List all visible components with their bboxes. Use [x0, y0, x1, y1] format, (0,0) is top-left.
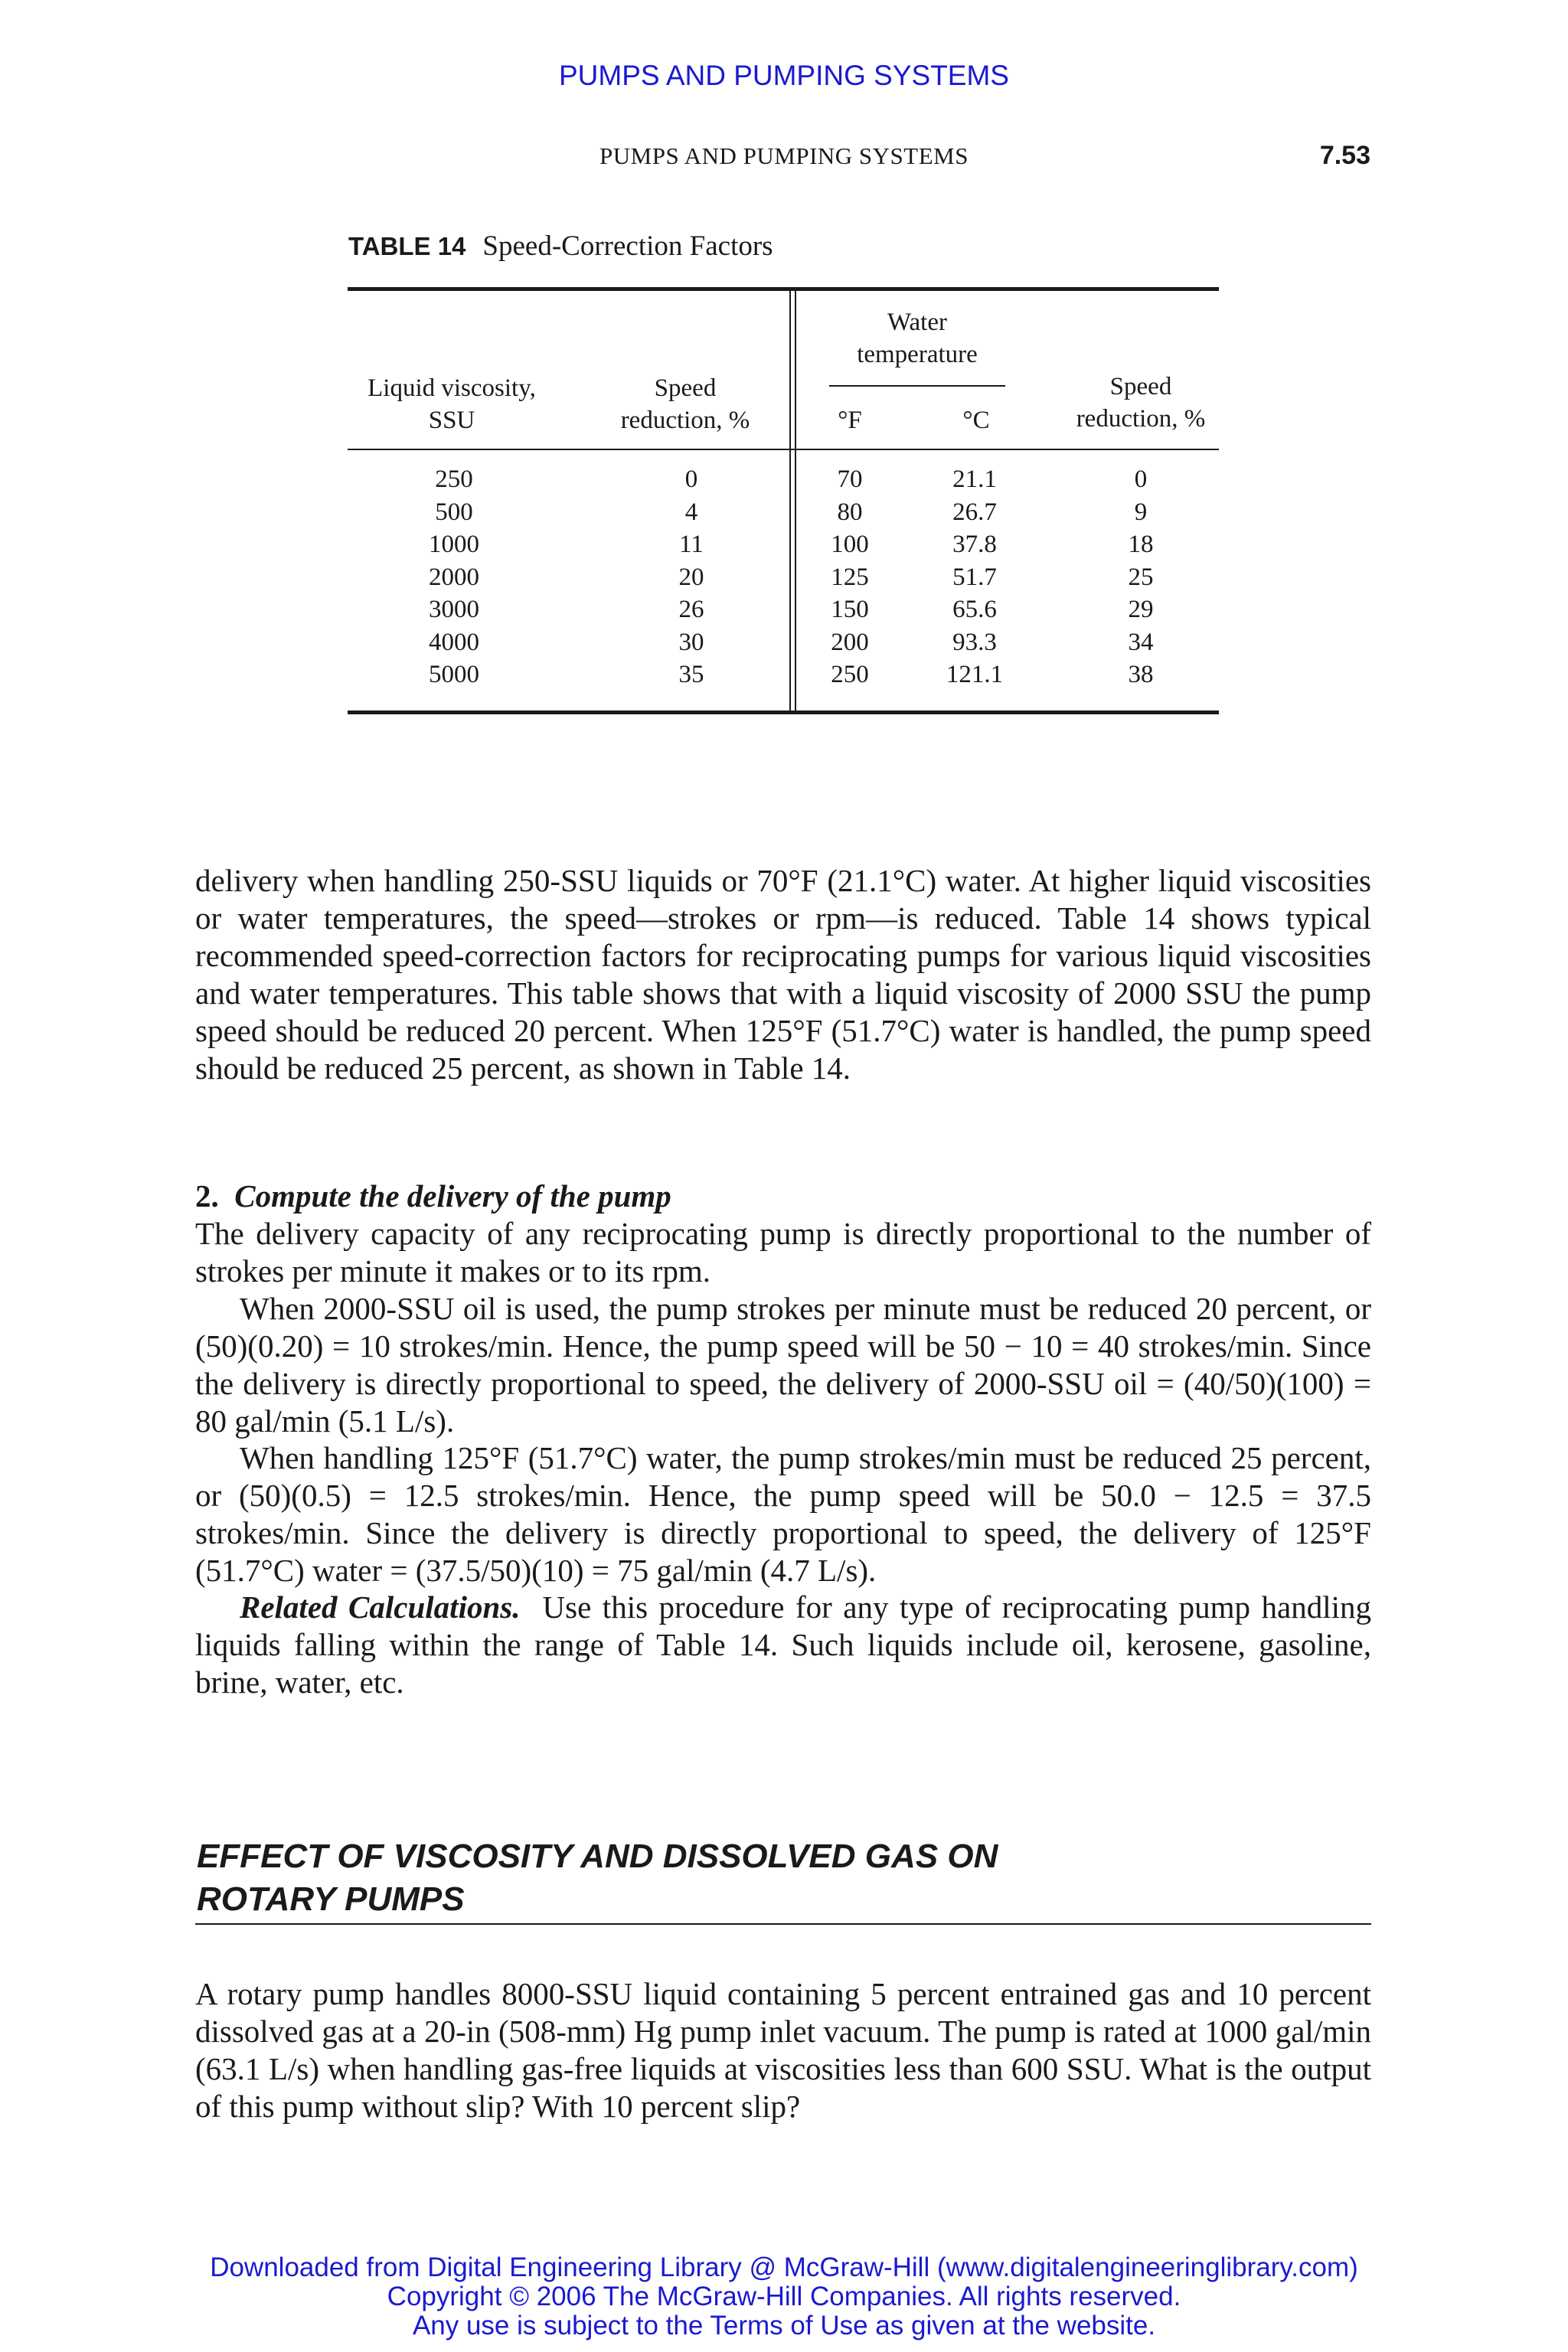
table-label: TABLE 14	[348, 232, 466, 260]
table-title: Speed-Correction Factors	[482, 230, 773, 262]
viscosity-cell: 4000	[429, 628, 479, 656]
header-fahrenheit: °F	[838, 407, 862, 434]
table-bottom-rule	[348, 710, 1219, 714]
section-title: EFFECT OF VISCOSITY AND DISSOLVED GAS ON ROTARY PUMPS	[197, 1838, 998, 1918]
viscosity-cell: 5000	[429, 661, 479, 688]
paragraph-delivery-capacity: The delivery capacity of any reciprocating pump is directly proportional to the number of strokes per minute it makes or to its rpm.	[195, 1216, 1371, 1289]
fahrenheit-cell: 125	[831, 563, 869, 591]
page-number: 7.53	[1319, 141, 1370, 170]
footer-copyright: Copyright © 2006 The McGraw-Hill Companies. All rights reserved.	[387, 2282, 1181, 2311]
paragraph-oil-example: When 2000-SSU oil is used, the pump strokes per minute must be reduced 20 percent, or (50)(0.20) = 10 strokes/min. Hence, the pump speed will be 50 − 10 = 40 strokes/min. Since the delivery is directly proportional to speed, the delivery of 2000-SSU oil = (40/50)(100) = 80 gal/min (5.1 L/s).	[195, 1291, 1371, 1439]
viscosity-cell: 3000	[429, 596, 479, 623]
footer-download-notice: Downloaded from Digital Engineering Library @ McGraw-Hill (www.digitalengineeringlibrary.com)	[210, 2252, 1358, 2282]
speed-right-cell: 38	[1128, 661, 1154, 688]
fahrenheit-cell: 70	[837, 466, 863, 493]
celsius-cell: 65.6	[952, 596, 997, 623]
speed-right-cell: 9	[1134, 498, 1148, 526]
speed-left-cell: 26	[678, 596, 704, 623]
celsius-cell: 21.1	[952, 466, 997, 493]
fahrenheit-cell: 100	[831, 531, 869, 558]
celsius-cell: 26.7	[952, 498, 997, 526]
viscosity-cell: 1000	[429, 531, 479, 558]
celsius-cell: 121.1	[946, 661, 1004, 688]
running-head: PUMPS AND PUMPING SYSTEMS	[599, 142, 969, 169]
celsius-cell: 93.3	[952, 628, 997, 656]
speed-left-cell: 35	[678, 661, 704, 688]
celsius-cell: 37.8	[952, 531, 997, 558]
speed-right-cell: 18	[1128, 531, 1154, 558]
viscosity-cell: 250	[435, 466, 473, 493]
speed-left-cell: 4	[684, 498, 698, 526]
speed-right-cell: 34	[1128, 628, 1154, 656]
table-caption	[348, 230, 773, 263]
celsius-cell: 51.7	[952, 563, 997, 591]
header-liquid-viscosity: Liquid viscosity, SSU	[368, 374, 536, 434]
paragraph-related-calculations: Related Calculations. Use this procedure for any type of reciprocating pump handling liquids falling within the range of Table 14. Such liquids include oil, kerosene, gasoline, brine, water, etc.	[195, 1589, 1371, 1700]
viscosity-cell: 500	[435, 498, 473, 526]
header-speed-reduction-right: Speed reduction, %	[1076, 373, 1206, 433]
step-number: 2.	[195, 1178, 219, 1214]
paragraph-intro: delivery when handling 250-SSU liquids or 70°F (21.1°C) water. At higher liquid viscosities or water temperatures, the speed—strokes or rpm—is reduced. Table 14 shows typical recommended speed-correction factors for reciprocating pumps for various liquid viscosities and water temperatures. This table shows that with a liquid viscosity of 2000 SSU the pump speed should be reduced 20 percent. When 125°F (51.7°C) water is handled, the pump speed should be reduced 25 percent, as shown in Table 14.	[195, 863, 1371, 1086]
viscosity-cell: 2000	[429, 563, 479, 591]
speed-right-cell: 25	[1128, 563, 1154, 591]
speed-right-cell: 0	[1134, 466, 1148, 493]
step-heading	[195, 1178, 1371, 1215]
paragraph-rotary-problem: A rotary pump handles 8000-SSU liquid containing 5 percent entrained gas and 10 percent dissolved gas at a 20-in (508-mm) Hg pump inlet vacuum. The pump is rated at 1000 gal/min (63.1 L/s) when handling gas-free liquids at viscosities less than 600 SSU. What is the output of this pump without slip? With 10 percent slip?	[195, 1976, 1371, 2124]
water-temp-underline	[829, 385, 1005, 387]
footer-terms: Any use is subject to the Terms of Use as given at the website.	[412, 2311, 1156, 2341]
speed-left-cell: 11	[679, 531, 704, 558]
related-calculations-label: Related Calculations.	[240, 1589, 521, 1625]
speed-left-cell: 0	[684, 466, 698, 493]
speed-left-cell: 30	[678, 628, 704, 656]
section-rule	[195, 1923, 1371, 1925]
fahrenheit-cell: 200	[831, 628, 869, 656]
table-header-rule	[348, 449, 1219, 450]
top-banner: PUMPS AND PUMPING SYSTEMS	[559, 60, 1009, 91]
header-water-temperature: Water temperature	[857, 309, 978, 368]
speed-left-cell: 20	[678, 563, 704, 591]
speed-right-cell: 29	[1128, 596, 1154, 623]
step-title: Compute the delivery of the pump	[234, 1178, 671, 1214]
fahrenheit-cell: 250	[831, 661, 869, 688]
table-top-rule	[348, 287, 1219, 291]
header-celsius: °C	[962, 407, 990, 434]
header-speed-reduction-left: Speed reduction, %	[620, 374, 750, 434]
fahrenheit-cell: 80	[837, 498, 863, 526]
fahrenheit-cell: 150	[831, 596, 869, 623]
paragraph-water-example: When handling 125°F (51.7°C) water, the pump strokes/min must be reduced 25 percent, or (50)(0.5) = 12.5 strokes/min. Hence, the pump speed will be 50.0 − 12.5 = 37.5 strokes/min. Since the delivery is directly proportional to speed, the delivery of 125°F (51.7°C) water = (37.5/50)(10) = 75 gal/min (4.7 L/s).	[195, 1440, 1371, 1588]
